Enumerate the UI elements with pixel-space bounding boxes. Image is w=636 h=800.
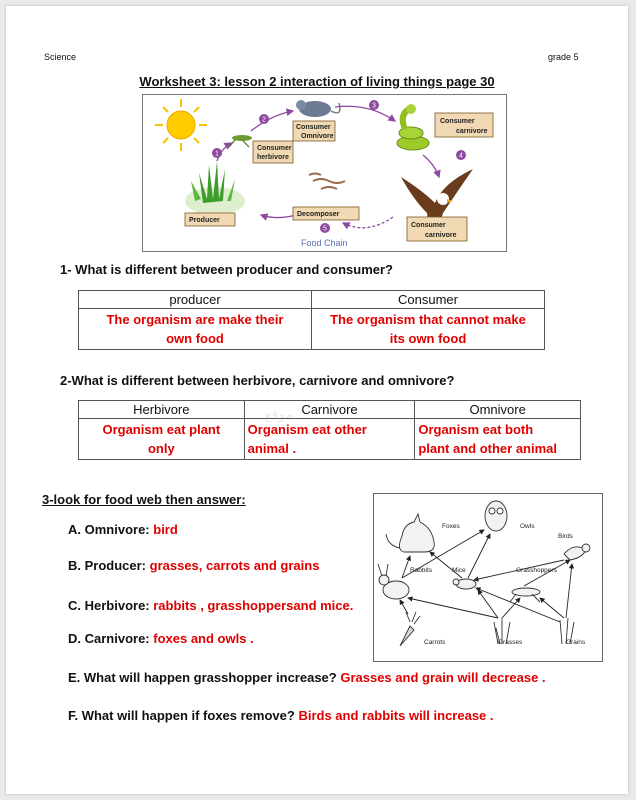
answer-c-value: rabbits , grasshoppersand mice. — [153, 598, 354, 613]
grasshopper-icon — [229, 135, 252, 147]
header-carnivore: Carnivore — [244, 401, 415, 419]
header-consumer: Consumer — [312, 291, 545, 309]
step-4: 4 — [459, 152, 463, 160]
eagle-carnivore-label: carnivore — [425, 232, 457, 239]
answer-producer — [79, 309, 312, 350]
answer-d-label: D. Carnivore: — [68, 631, 154, 646]
rabbit-icon — [378, 564, 409, 599]
answer-e-label: E. What will happen grasshopper increase? — [68, 670, 341, 685]
herbivore-label-line1: Consumer — [257, 145, 292, 152]
label-rabbits: Rabbits — [410, 567, 433, 574]
herbivore-label-line2: herbivore — [257, 154, 289, 161]
answer-producer-line1: The organism are make their — [106, 312, 284, 327]
answer-b-label: B. Producer: — [68, 558, 150, 573]
decomposer-icon — [309, 174, 345, 190]
worksheet-page — [6, 6, 628, 794]
answer-e — [68, 670, 546, 685]
answer-carnivore-line2: animal . — [247, 441, 297, 456]
producer-consumer-table — [78, 290, 545, 350]
answer-f — [68, 708, 494, 723]
label-grasshoppers: Grasshoppers — [516, 567, 557, 574]
label-mice: Mice — [452, 567, 466, 574]
answer-b — [68, 558, 319, 573]
snake-icon — [397, 104, 429, 150]
decomposer-label: Decomposer — [297, 211, 340, 218]
answer-f-label: F. What will happen if foxes remove? — [68, 708, 299, 723]
snake-carnivore-label: carnivore — [456, 128, 488, 135]
question-2: 2-What is different between herbivore, carnivore and omnivore? — [60, 373, 455, 388]
answer-b-value: grasses, carrots and grains — [149, 558, 320, 573]
food-web-illustration — [374, 494, 602, 661]
label-grasses: Grasses — [498, 639, 523, 646]
step-3: 3 — [372, 102, 376, 110]
answer-consumer-line2: its own food — [389, 331, 467, 346]
mouse-icon-web — [453, 579, 476, 589]
omnivore-label-line2: Omnivore — [301, 133, 334, 140]
header-producer: producer — [79, 291, 312, 309]
producer-label: Producer — [189, 217, 220, 224]
answer-herbivore-line1: Organism eat plant — [102, 422, 221, 437]
owl-icon — [485, 501, 507, 531]
answer-c-label: C. Herbivore: — [68, 598, 154, 613]
answer-omnivore — [415, 419, 581, 460]
answer-consumer-line1: The organism that cannot make — [330, 312, 526, 327]
fox-icon — [386, 514, 434, 552]
grasshopper-icon-web — [510, 588, 540, 602]
mouse-icon — [296, 100, 340, 117]
sun-icon — [155, 99, 207, 151]
header-herbivore: Herbivore — [79, 401, 245, 419]
answer-omnivore-line2: plant and other animal — [418, 441, 558, 456]
grade-label: grade 5 — [548, 52, 579, 62]
answer-herbivore — [79, 419, 245, 460]
header-omnivore: Omnivore — [415, 401, 581, 419]
food-chain-diagram — [142, 94, 507, 252]
answer-carnivore — [244, 419, 415, 460]
subject-label: Science — [44, 52, 77, 62]
step-1: 1 — [215, 150, 219, 158]
answer-consumer — [312, 309, 545, 350]
answer-d-value: foxes and owls . — [153, 631, 254, 646]
carrot-icon — [400, 612, 420, 646]
label-grains: Grains — [566, 639, 586, 646]
answer-f-value: Birds and rabbits will increase . — [298, 708, 494, 723]
answer-omnivore-line1: Organism eat both — [418, 422, 534, 437]
omnivore-label-line1: Consumer — [296, 124, 331, 131]
watermark: موقع — [264, 406, 293, 422]
answer-herbivore-line2: only — [147, 441, 175, 456]
answer-a-label: A. Omnivore: — [68, 522, 154, 537]
food-chain-illustration — [143, 95, 506, 251]
answer-e-value: Grasses and grain will decrease . — [340, 670, 546, 685]
question-1: 1- What is different between producer and consumer? — [60, 262, 393, 277]
question-3-heading: 3-look for food web then answer: — [42, 492, 246, 507]
step-2: 2 — [262, 116, 266, 124]
label-owls: Owls — [520, 523, 535, 530]
worksheet-title: Worksheet 3: lesson 2 interaction of living things page 30 — [139, 74, 495, 89]
answer-c — [68, 598, 353, 613]
answer-a-value: bird — [153, 522, 178, 537]
label-carrots: Carrots — [424, 639, 446, 646]
eagle-consumer-label: Consumer — [411, 222, 446, 229]
answer-producer-line2: own food — [166, 331, 224, 346]
grass-icon — [185, 161, 245, 215]
food-chain-caption: Food Chain — [301, 238, 348, 248]
label-birds: Birds — [558, 533, 573, 540]
answer-d — [68, 631, 254, 646]
snake-consumer-label: Consumer — [440, 118, 475, 125]
bird-icon — [564, 544, 590, 560]
label-foxes: Foxes — [442, 523, 460, 530]
answer-a — [68, 522, 178, 537]
step-5: 5 — [323, 225, 327, 233]
herbivore-carnivore-omnivore-table — [78, 400, 581, 460]
food-web-diagram — [373, 493, 603, 662]
answer-carnivore-line1: Organism eat other — [247, 422, 367, 437]
